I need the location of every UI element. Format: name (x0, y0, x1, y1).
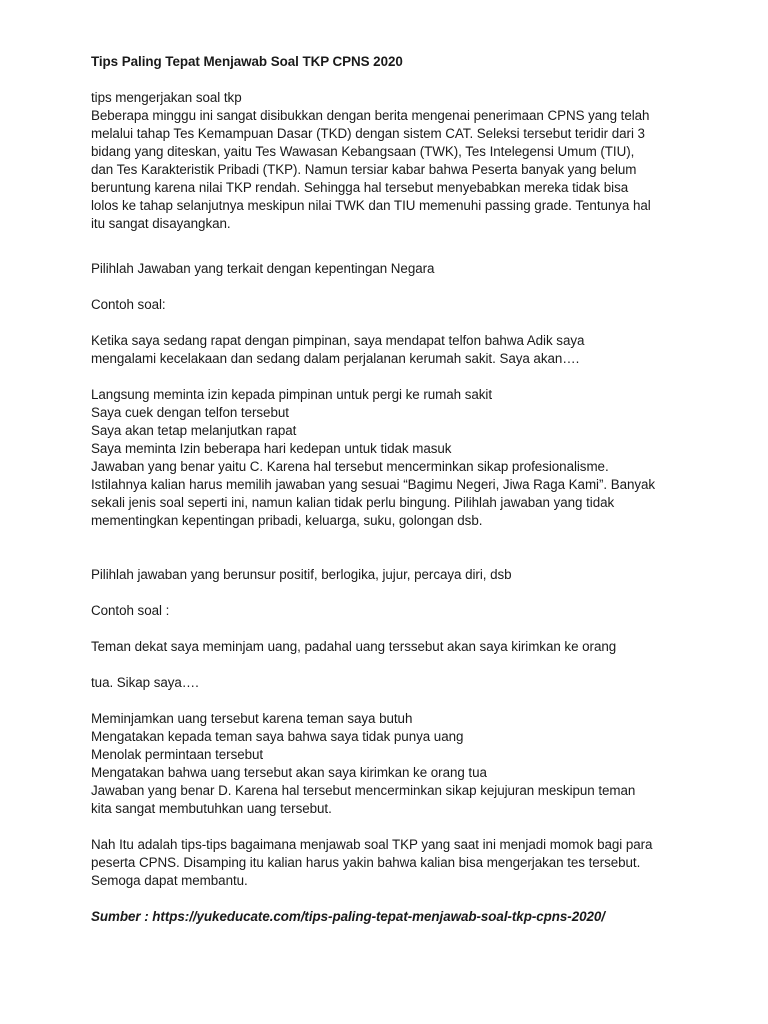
intro-line: beruntung karena nilai TKP rendah. Sehingga hal tersebut menyebabkan mereka tidak bisa (91, 180, 629, 195)
intro-line: Beberapa minggu ini sangat disibukkan dengan berita mengenai penerimaan CPNS yang telah (91, 108, 650, 123)
option-item: Meminjamkan uang tersebut karena teman saya butuh (91, 711, 413, 726)
tip2-options (91, 710, 691, 818)
question-line: mengalami kecelakaan dan sedang dalam perjalanan kerumah sakit. Saya akan…. (91, 351, 580, 366)
intro-line: bidang yang diteskan, yaitu Tes Wawasan Kebangsaan (TWK), Tes Intelegensi Umum (TIU), (91, 144, 635, 159)
option-item: Menolak permintaan tersebut (91, 747, 264, 762)
source-link[interactable]: Sumber : https://yukeducate.com/tips-paling-tepat-menjawab-soal-tkp-cpns-2020/ (91, 909, 605, 924)
intro-line: melalui tahap Tes Kemampuan Dasar (TKD) dengan sistem CAT. Seleksi tersebut teridir dari 3 (91, 126, 645, 141)
document-page (91, 53, 691, 926)
option-item: Saya cuek dengan telfon tersebut (91, 405, 289, 420)
closing-line: Nah Itu adalah tips-tips bagaimana menjawab soal TKP yang saat ini menjadi momok bagi para (91, 837, 653, 852)
option-item: Saya akan tetap melanjutkan rapat (91, 423, 297, 438)
intro-line: dan Tes Karakteristik Pribadi (TKP). Namun tersiar kabar bahwa Peserta banyak yang belum (91, 162, 637, 177)
explanation-line: sekali jenis soal seperti ini, namun kalian tidak perlu bingung. Pilihlah jawaban yang tidak (91, 495, 615, 510)
tip2-heading: Pilihlah jawaban yang berunsur positif, berlogika, jujur, percaya diri, dsb (91, 567, 512, 582)
closing-line: peserta CPNS. Disamping itu kalian harus yakin bahwa kalian bisa mengerjakan tes tersebut. (91, 855, 641, 870)
explanation-line: kita sangat membutuhkan uang tersebut. (91, 801, 332, 816)
explanation-line: Jawaban yang benar D. Karena hal tersebut mencerminkan sikap kejujuran meskipun teman (91, 783, 636, 798)
closing-line: Semoga dapat membantu. (91, 873, 248, 888)
intro-paragraph (91, 89, 691, 233)
option-item: Saya meminta Izin beberapa hari kedepan untuk tidak masuk (91, 441, 452, 456)
option-item: Mengatakan bahwa uang tersebut akan saya kirimkan ke orang tua (91, 765, 487, 780)
question-line: Ketika saya sedang rapat dengan pimpinan, saya mendapat telfon bahwa Adik saya (91, 333, 585, 348)
tip1-options (91, 386, 691, 530)
closing-paragraph (91, 836, 691, 890)
document-title: Tips Paling Tepat Menjawab Soal TKP CPNS 2020 (91, 54, 403, 69)
tip2-question-line: Teman dekat saya meminjam uang, padahal uang terssebut akan saya kirimkan ke orang (91, 639, 617, 654)
explanation-line: Istilahnya kalian harus memilih jawaban yang sesuai “Bagimu Negeri, Jiwa Raga Kami”. Banyak (91, 477, 656, 492)
tip2-example-label: Contoh soal : (91, 603, 170, 618)
option-item: Mengatakan kepada teman saya bahwa saya tidak punya uang (91, 729, 464, 744)
intro-line: lolos ke tahap selanjutnya meskipun nilai TWK dan TIU memenuhi passing grade. Tentunya hal (91, 198, 651, 213)
tip1-heading: Pilihlah Jawaban yang terkait dengan kepentingan Negara (91, 261, 435, 276)
intro-line: itu sangat disayangkan. (91, 216, 231, 231)
tip1-example-label: Contoh soal: (91, 297, 166, 312)
intro-subtitle: tips mengerjakan soal tkp (91, 90, 242, 105)
tip1-question (91, 332, 691, 368)
option-item: Langsung meminta izin kepada pimpinan untuk pergi ke rumah sakit (91, 387, 492, 402)
explanation-line: Jawaban yang benar yaitu C. Karena hal tersebut mencerminkan sikap profesionalisme. (91, 459, 609, 474)
tip2-question-line: tua. Sikap saya…. (91, 675, 199, 690)
explanation-line: mementingkan kepentingan pribadi, keluarga, suku, golongan dsb. (91, 513, 483, 528)
